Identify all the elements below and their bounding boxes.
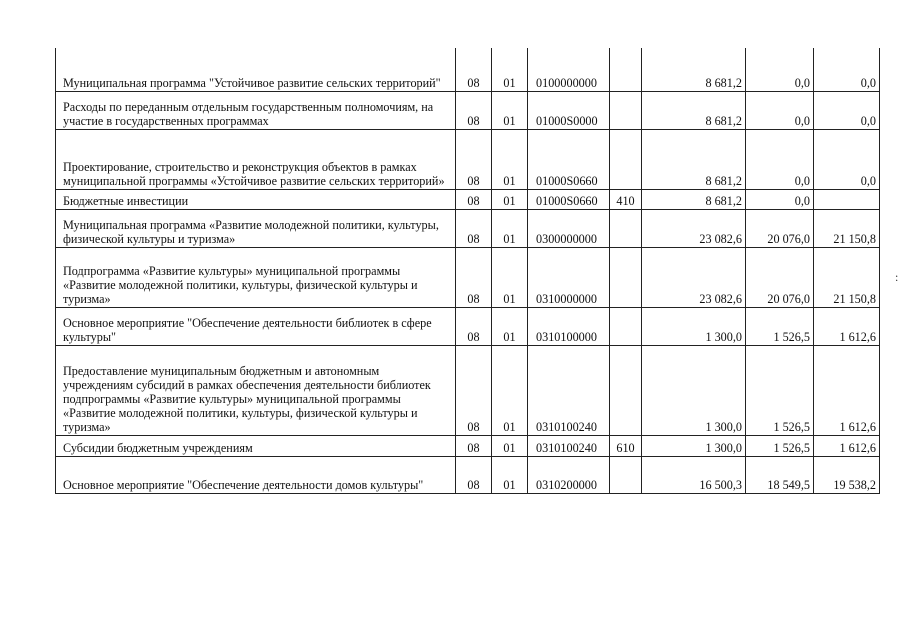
row-target-article: 01000S0660 [528,189,610,209]
row-expense-type [610,456,642,493]
row-amount-year1: 1 300,0 [642,345,746,435]
row-amount-year2: 0,0 [746,91,814,129]
row-amount-year3: 0,0 [814,129,880,189]
row-amount-year2: 1 526,5 [746,307,814,345]
row-name: Расходы по переданным отдельным государственным полномочиям, на участие в государственных программах [56,91,456,129]
table-row [56,209,880,247]
row-amount-year1: 1 300,0 [642,435,746,456]
row-name: Подпрограмма «Развитие культуры» муниципальной программы «Развитие молодежной политики, культуры, физической культуры и туризма» [56,247,456,307]
row-subsection: 01 [492,209,528,247]
row-target-article: 0300000000 [528,209,610,247]
row-amount-year1: 8 681,2 [642,48,746,91]
row-section: 08 [456,307,492,345]
table-row [56,247,880,307]
table-row [56,129,880,189]
row-subsection: 01 [492,435,528,456]
row-expense-type [610,345,642,435]
row-subsection: 01 [492,247,528,307]
row-name: Субсидии бюджетным учреждениям [56,435,456,456]
row-subsection: 01 [492,456,528,493]
row-subsection: 01 [492,91,528,129]
row-amount-year3: 1 612,6 [814,307,880,345]
row-expense-type [610,91,642,129]
row-amount-year2: 20 076,0 [746,209,814,247]
row-amount-year2: 1 526,5 [746,345,814,435]
table-row [56,307,880,345]
table-row [56,456,880,493]
row-amount-year1: 16 500,3 [642,456,746,493]
row-target-article: 0310000000 [528,247,610,307]
row-amount-year3: 0,0 [814,91,880,129]
row-amount-year3: 1 612,6 [814,435,880,456]
row-expense-type [610,247,642,307]
row-section: 08 [456,91,492,129]
row-amount-year3: 21 150,8 [814,209,880,247]
budget-table [55,48,880,494]
row-section: 08 [456,209,492,247]
table-row [56,189,880,209]
row-amount-year1: 23 082,6 [642,209,746,247]
row-target-article: 01000S0660 [528,129,610,189]
row-target-article: 0100000000 [528,48,610,91]
row-amount-year3 [814,189,880,209]
row-amount-year2: 0,0 [746,129,814,189]
row-amount-year1: 8 681,2 [642,129,746,189]
row-amount-year3: 21 150,8 [814,247,880,307]
table-row [56,435,880,456]
row-target-article: 0310100000 [528,307,610,345]
row-expense-type [610,209,642,247]
row-expense-type [610,129,642,189]
row-expense-type: 410 [610,189,642,209]
edge-mark: : [895,270,899,284]
row-expense-type [610,48,642,91]
row-subsection: 01 [492,189,528,209]
row-section: 08 [456,189,492,209]
row-name: Основное мероприятие "Обеспечение деятельности библиотек в сфере культуры" [56,307,456,345]
row-section: 08 [456,48,492,91]
row-target-article: 0310200000 [528,456,610,493]
table-row [56,48,880,91]
row-name: Основное мероприятие "Обеспечение деятельности домов культуры" [56,456,456,493]
row-subsection: 01 [492,345,528,435]
row-amount-year2: 1 526,5 [746,435,814,456]
row-subsection: 01 [492,307,528,345]
row-amount-year1: 8 681,2 [642,189,746,209]
row-section: 08 [456,435,492,456]
row-section: 08 [456,129,492,189]
row-name: Муниципальная программа "Устойчивое развитие сельских территорий" [56,48,456,91]
row-amount-year2: 0,0 [746,48,814,91]
row-target-article: 0310100240 [528,345,610,435]
row-target-article: 0310100240 [528,435,610,456]
row-name: Проектирование, строительство и реконструкция объектов в рамках муниципальной программы «Устойчивое развитие сельских территорий» [56,129,456,189]
row-section: 08 [456,247,492,307]
row-expense-type: 610 [610,435,642,456]
table-row [56,91,880,129]
row-subsection: 01 [492,48,528,91]
row-target-article: 01000S0000 [528,91,610,129]
row-amount-year2: 20 076,0 [746,247,814,307]
row-name: Предоставление муниципальным бюджетным и автономным учреждениям субсидий в рамках обеспечения деятельности библиотек подпрограммы «Развитие культуры» муниципальной программы «Развитие молодежной политики, культуры, физической культуры и туризма» [56,345,456,435]
row-amount-year3: 0,0 [814,48,880,91]
row-amount-year2: 0,0 [746,189,814,209]
row-name: Муниципальная программа «Развитие молодежной политики, культуры, физической культуры и туризма» [56,209,456,247]
row-expense-type [610,307,642,345]
row-amount-year1: 8 681,2 [642,91,746,129]
row-amount-year2: 18 549,5 [746,456,814,493]
row-amount-year3: 1 612,6 [814,345,880,435]
row-name: Бюджетные инвестиции [56,189,456,209]
row-amount-year3: 19 538,2 [814,456,880,493]
row-amount-year1: 23 082,6 [642,247,746,307]
row-section: 08 [456,456,492,493]
table-row [56,345,880,435]
row-section: 08 [456,345,492,435]
row-amount-year1: 1 300,0 [642,307,746,345]
row-subsection: 01 [492,129,528,189]
